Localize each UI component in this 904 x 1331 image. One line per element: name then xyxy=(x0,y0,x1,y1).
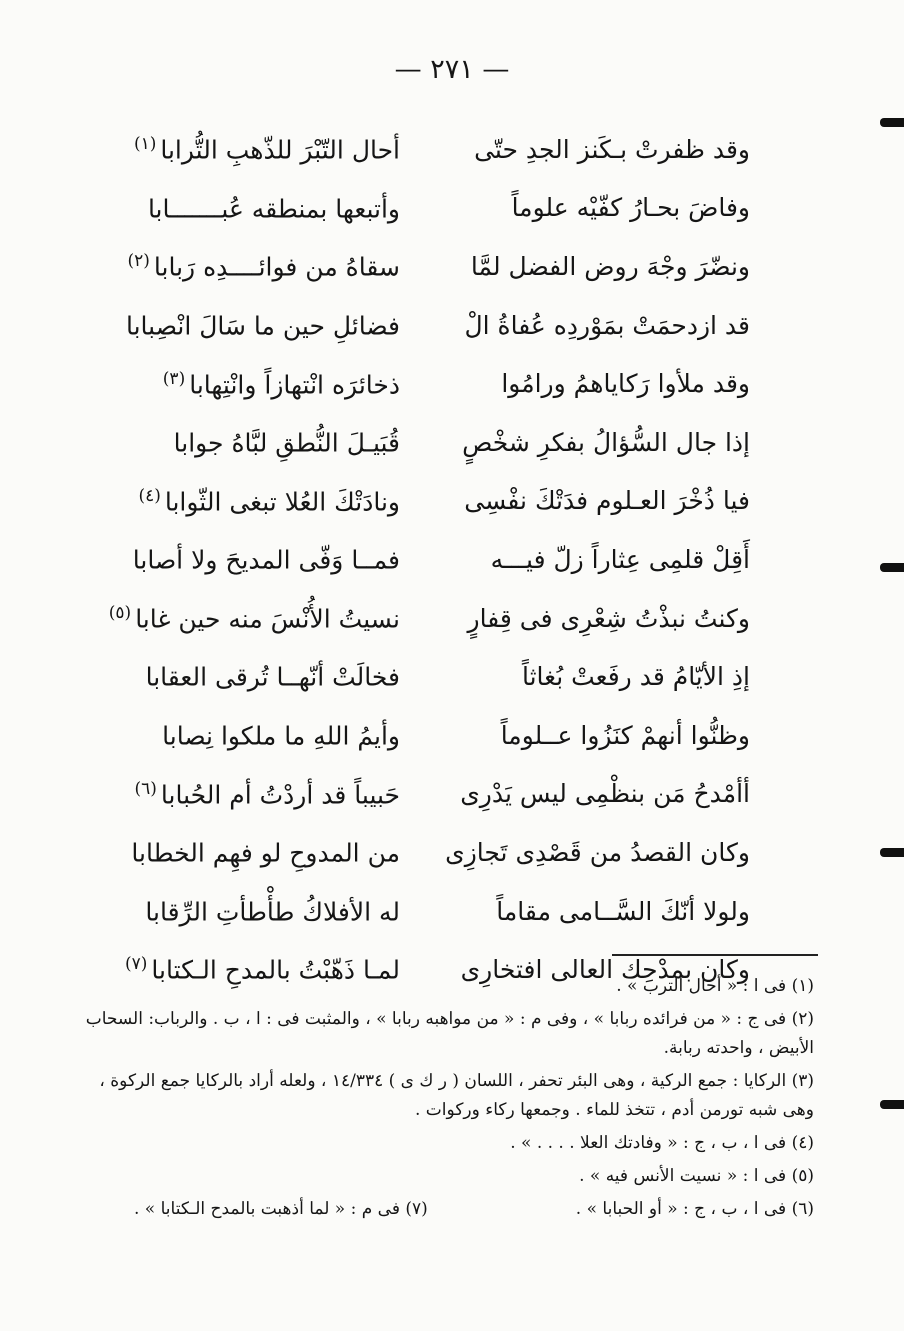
verse-first-half: إذا جال السُّؤالُ بفكرِ شخْصٍ xyxy=(462,427,750,457)
footnote-mark: (٧) xyxy=(124,954,148,975)
verse-second-half-text: وأيمُ اللهِ ما ملكوا نِصابا xyxy=(162,721,400,751)
verse-first-half: ولولا أنّكَ السَّــامى مقاماً xyxy=(496,896,750,926)
verse-second-half xyxy=(120,193,400,223)
footnote-mark: (٣) xyxy=(162,368,186,389)
verse-second-half xyxy=(120,779,400,809)
verse xyxy=(120,296,750,355)
verse-first-half: قد ازدحمَتْ بمَوْردِه عُفاةُ الْ xyxy=(464,310,750,340)
footnote-separator xyxy=(612,954,818,956)
footnote-row xyxy=(134,1195,814,1224)
verse-second-half xyxy=(120,661,400,691)
verse xyxy=(120,354,750,413)
footnote: (٢) فى ج : « من فرائده ربابا » ، وفى م : « من مواهبه ربابا » ، والمثبت فى : ا ، ب . والرباب: السحاب الأبيض ، واحدته ربابة. xyxy=(85,1009,814,1058)
verse-first-half: إذِ الأيّامُ قد رفَعتْ بُغاثاً xyxy=(521,662,750,692)
verse xyxy=(108,589,750,648)
verse-first-half: وكنتُ نبذْتُ شِعْرِى فى قِفارٍ xyxy=(467,603,750,633)
verse-second-half xyxy=(120,251,400,281)
verse-second-half-text: ونادَتْكَ العُلا تبغى الثّوابا xyxy=(164,487,400,517)
footnotes xyxy=(84,972,814,1224)
verse-second-half-text: سقاهُ من فوائــــدِه رَبابا xyxy=(153,252,400,282)
verse xyxy=(120,647,750,706)
verse-second-half xyxy=(120,134,400,164)
poem xyxy=(108,120,750,999)
page-number: — ٢٧١ — xyxy=(394,54,510,85)
footnote-mark: (٦) xyxy=(134,778,157,799)
footnote: (٥) فى ا : « نسيت الأنس فيه » . xyxy=(579,1166,814,1186)
footnote: (٣) الركايا : جمع الركية ، وهى البئر تحفر ، اللسان ( ر ك ى ) ١٤/٣٣٤ ، ولعله أراد بالركايا جمع الركوة ، وهى شبه تورمن أدم ، تتخذ للماء . وجمعها ركاء وركوات . xyxy=(99,1071,814,1120)
verse-second-half xyxy=(120,896,400,926)
verse-second-half-text: ذخائرَه انْتهازاً وانْتِهابا xyxy=(189,369,400,399)
verse xyxy=(120,237,750,296)
verse xyxy=(120,882,750,941)
footnote-mark: (١) xyxy=(133,134,157,155)
verse-second-half-text: من المدوحِ لو فهِم الخطابا xyxy=(131,838,400,868)
verse-second-half-text: نسيتُ الأُنْسَ منه حين غابا xyxy=(135,604,400,634)
verse-second-half xyxy=(120,369,400,399)
verse xyxy=(120,823,750,882)
footnote-mark: (٢) xyxy=(127,251,150,272)
scan-edge-mark xyxy=(880,1100,904,1109)
verse xyxy=(120,706,750,765)
verse-second-half xyxy=(120,310,400,340)
verse-first-half: وظنُّوا أنهمْ كنَزُوا عــلوماً xyxy=(500,720,750,750)
scan-edge-mark xyxy=(880,118,904,127)
verse-second-half-text: أحال التّبْرَ للذّهبِ التُّرابا xyxy=(160,135,400,165)
verse-second-half xyxy=(108,602,400,634)
verse-second-half xyxy=(120,486,400,516)
footnote-mark: (٥) xyxy=(108,602,132,623)
verse-second-half-text: فمــا وَفّى المديحَ ولا أصابا xyxy=(132,545,400,575)
verse-first-half: وقد ملأوا رَكاياهمُ ورامُوا xyxy=(501,369,750,399)
verse-second-half-text: وأتبعها بمنطقه عُبـــــــابا xyxy=(147,194,400,224)
verse xyxy=(120,765,750,824)
verse-second-half-text: له الأفلاكُ طأْطأتِ الرِّقابا xyxy=(145,897,400,927)
verse xyxy=(120,179,750,238)
verse-second-half-text: لمـا ذَهّبْتُ بالمدحِ الـكتابا xyxy=(151,955,400,985)
verse-second-half-text: حَبيباً قد أردْتُ أم الحُبابا xyxy=(160,779,400,809)
scan-edge-mark xyxy=(880,563,904,572)
verse-second-half xyxy=(120,544,400,574)
footnote: (١) فى ا : « أحال الترب » . xyxy=(616,976,814,996)
verse xyxy=(120,413,750,472)
verse-second-half-text: فخالَتْ أنّهــا تُرقى العقابا xyxy=(145,662,400,692)
verse-first-half: فيا ذُخْرَ العـلوم فدَتْكَ نفْسِى xyxy=(464,486,750,516)
verse-first-half: ونضّرَ وجْهَ روض الفضل لمَّا xyxy=(470,251,750,281)
verse-first-half: وفاضَ بحـارُ كفّيْه علوماً xyxy=(511,193,750,223)
footnote-mark: (٤) xyxy=(138,485,161,506)
verse xyxy=(120,530,750,589)
verse xyxy=(120,472,750,531)
verse-second-half-text: قُبَيـلَ النُّطقِ لبَّاهُ جوابا xyxy=(173,428,400,458)
verse-first-half: أأمْدحُ مَن بنظْمِى ليس يَدْرِى xyxy=(460,779,750,809)
verse-first-half: وكان القصدُ من قَصْدِى تَجازِى xyxy=(445,837,750,867)
verse-second-half-text: فضائلِ حين ما سَالَ انْصِبابا xyxy=(125,311,400,341)
verse-second-half xyxy=(120,427,400,457)
verse-first-half: أَقِلْ قلمِى عِثاراً زلّ فيـــه xyxy=(490,544,750,574)
scan-edge-mark xyxy=(880,848,904,857)
verse-first-half: وقد ظفرتْ بـكَنز الجدِ حتّى xyxy=(474,134,750,164)
verse-second-half xyxy=(120,720,400,750)
footnote: (٦) فى ا ، ب ، ج : « أو الحبابا » . xyxy=(575,1199,814,1219)
footnote: (٧) فى م : « لما أذهبت بالمدح الـكتابا » . xyxy=(134,1199,428,1219)
verse xyxy=(120,120,750,179)
footnote: (٤) فى ا ، ب ، ج : « وفادتك العلا . . . . » . xyxy=(510,1133,814,1153)
verse-first-half: وكان بمدْحِك العالى افتخارِى xyxy=(460,955,750,985)
verse-second-half xyxy=(120,837,400,867)
